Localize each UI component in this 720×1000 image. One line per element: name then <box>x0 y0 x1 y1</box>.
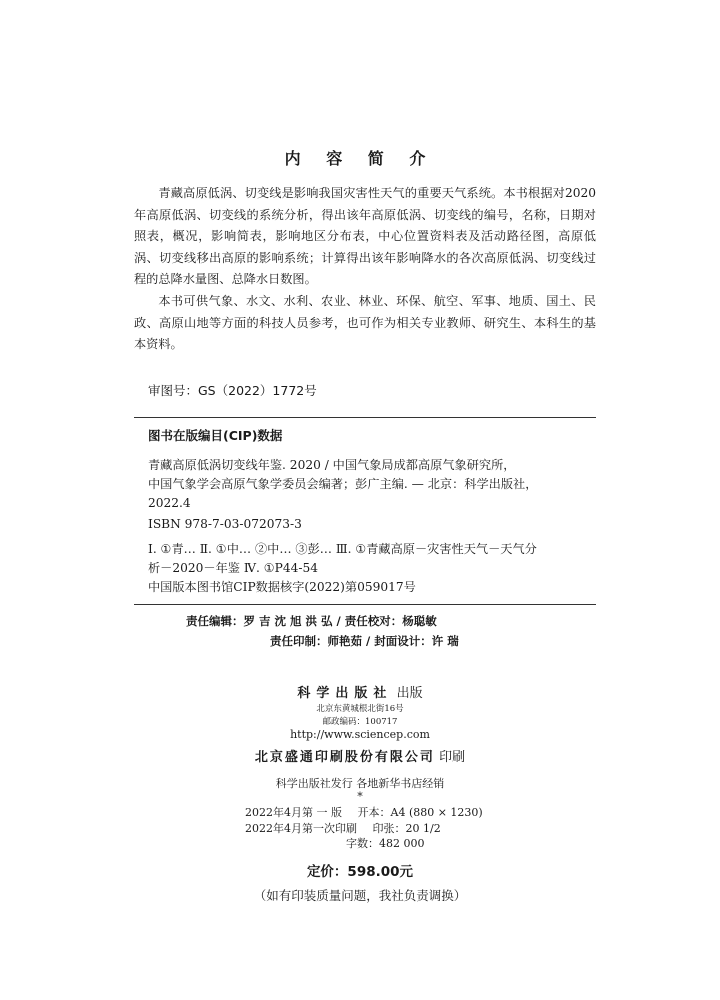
distributor-line: 科学出版社发行 各地新华书店经销 <box>275 777 445 790</box>
isbn-number: ISBN 978-7-03-072073-3 <box>148 517 302 531</box>
cip-heading: 图书在版编目(CIP)数据 <box>148 428 283 443</box>
cip-classification <box>148 540 596 597</box>
price: 定价：598.00元 <box>306 864 414 880</box>
cip-desc-line-3: 2022.4 <box>148 496 191 510</box>
divider-top <box>134 417 596 418</box>
sheets-info: 印张：20 1/2 <box>372 822 441 835</box>
publisher-address: 北京东黄城根北街16号 <box>316 704 404 714</box>
cip-description <box>148 456 596 513</box>
separator-star: * <box>357 790 363 803</box>
map-approval-number: 审图号：GS（2022）1772号 <box>148 383 317 398</box>
publisher-line <box>0 682 720 701</box>
publisher-suffix: 出版 <box>396 686 423 701</box>
cip-isbn <box>148 515 596 534</box>
cip-class-line-2: 析－2020－年鉴 Ⅳ. ①P44-54 <box>148 561 319 575</box>
edition-info: 2022年4月第 一 版 <box>245 806 342 819</box>
word-count: 字数：482 000 <box>346 837 425 850</box>
intro-paragraph-2: 本书可供气象、水文、水利、农业、林业、环保、航空、军事、地质、国土、民政、高原山地等方面的科技人员参考，也可作为相关专业教师、研究生、本科生的基本资料。 <box>134 293 596 352</box>
editors-line-2: 责任印制：师艳茹 / 封面设计：许 瑞 <box>270 634 459 648</box>
cip-desc-line-2: 中国气象学会高原气象学委员会编著；彭广主编. — 北京：科学出版社， <box>148 477 538 491</box>
publisher-logo-text: 科学出版社 <box>297 686 393 701</box>
intro-text <box>134 183 596 356</box>
printer-logo-text: 北京盛通印刷股份有限公司 <box>254 750 435 765</box>
format-info: 开本：A4 (880 × 1230) <box>357 806 483 819</box>
cip-data-number: 中国版本图书馆CIP数据核字(2022)第059017号 <box>148 580 416 594</box>
publisher-url: http://www.sciencep.com <box>290 728 430 741</box>
intro-paragraph-1: 青藏高原低涡、切变线是影响我国灾害性天气的重要天气系统。本书根据对2020年高原低涡、切变线的系统分析，得出该年高原低涡、切变线的编号，名称，日期对照表，概况，影响简表，影响地区分布表，中心位置资料表及活动路径图，高原低涡、切变线移出高原的影响系统；计算得出该年影响降水的各次高原低涡、切变线过程的总降水量图、总降水日数图。 <box>134 186 596 287</box>
cip-desc-line-1: 青藏高原低涡切变线年鉴. 2020 / 中国气象局成都高原气象研究所， <box>148 458 516 472</box>
quality-notice: （如有印装质量问题，我社负责调换） <box>253 888 467 903</box>
intro-heading: 内 容 简 介 <box>284 149 436 168</box>
divider-bottom <box>134 604 596 605</box>
printer-line <box>0 746 720 765</box>
spec-line-1 <box>245 805 483 820</box>
printing-info: 2022年4月第一次印刷 <box>245 822 357 835</box>
postal-code: 邮政编码：100717 <box>322 717 398 727</box>
editors-line-1: 责任编辑：罗 吉 沈 旭 洪 弘 / 责任校对：杨聪敏 <box>186 614 437 628</box>
spec-line-2 <box>245 821 441 836</box>
cip-class-line-1: Ⅰ. ①青… Ⅱ. ①中… ②中… ③彭… Ⅲ. ①青藏高原－灾害性天气－天气分 <box>148 542 537 556</box>
printer-suffix: 印刷 <box>439 750 466 765</box>
